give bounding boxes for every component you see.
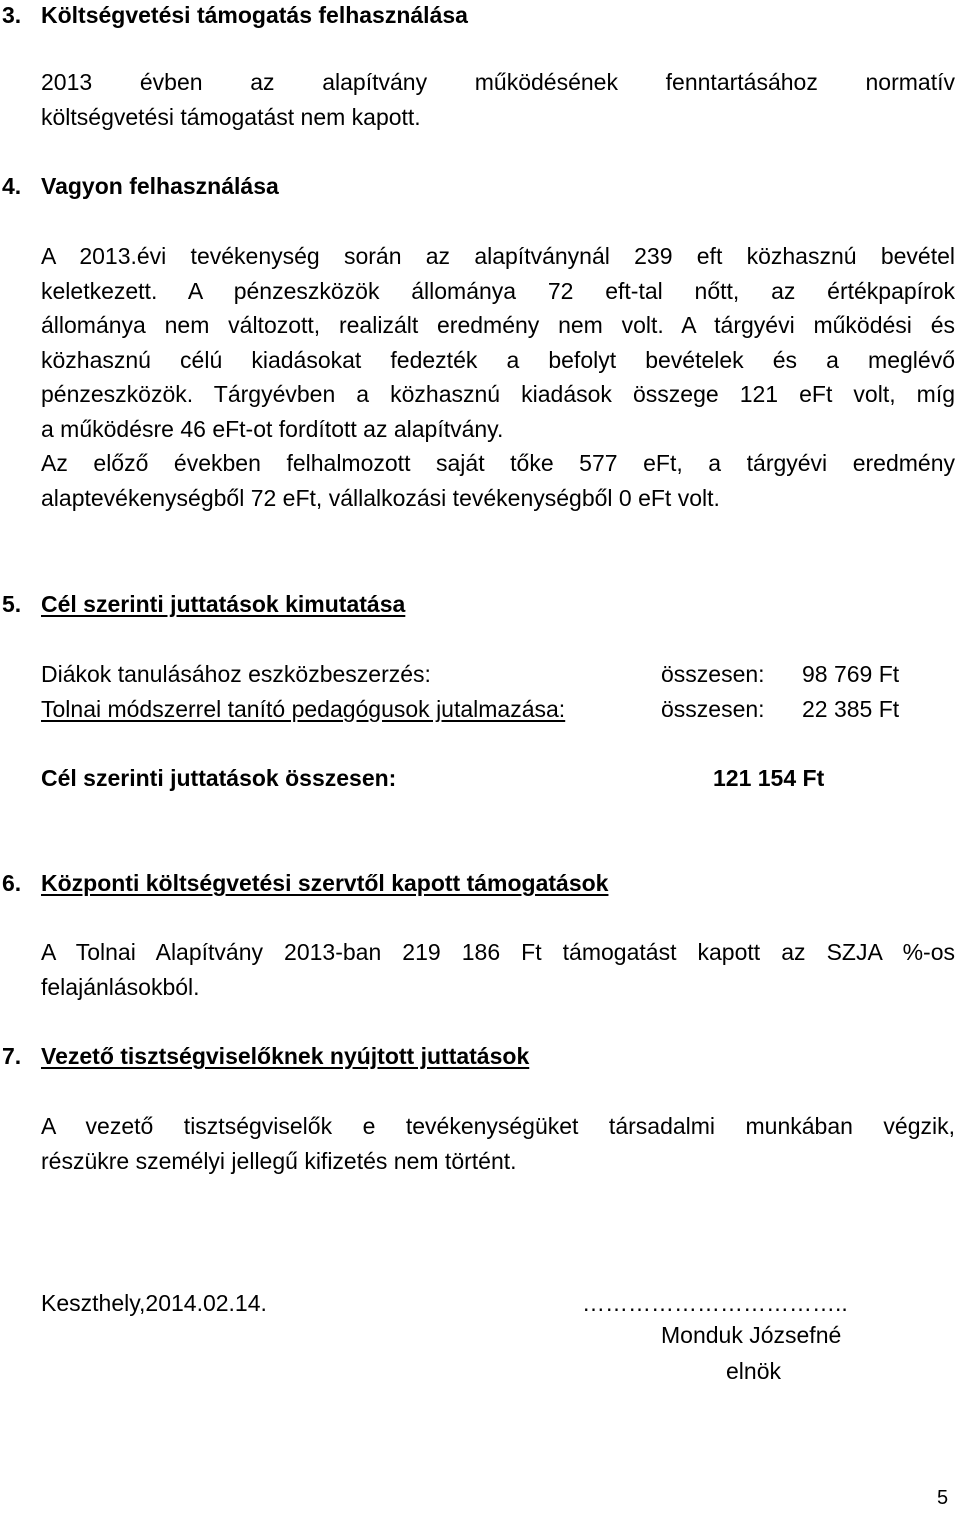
section-title: Vezető tisztségviselőknek nyújtott juttatások <box>41 1043 530 1069</box>
benefit-total-label: összesen: <box>661 696 765 722</box>
benefit-row <box>41 694 914 724</box>
benefit-total-label: összesen: <box>661 661 765 687</box>
page-number: 5 <box>937 1487 949 1509</box>
benefit-amount: 98 769 Ft <box>802 661 900 687</box>
benefit-row <box>41 659 914 689</box>
paragraph-line: A vezető tisztségviselők e tevékenységüket társadalmi munkában végzik, <box>41 1113 955 1139</box>
place-and-date: Keszthely,2014.02.14. <box>41 1290 267 1316</box>
benefit-label: Tolnai módszerrel tanító pedagógusok jutalmazása: <box>41 696 566 722</box>
signature-line: …………………………….. <box>582 1290 848 1316</box>
section-number: 4. <box>2 173 22 199</box>
signer-title: elnök <box>726 1358 781 1384</box>
summary-label: Cél szerinti juttatások összesen: <box>41 765 397 791</box>
section-title: Központi költségvetési szervtől kapott támogatások <box>41 870 609 896</box>
section-6-paragraph <box>41 935 955 1004</box>
paragraph-line: költségvetési támogatást nem kapott. <box>41 103 421 130</box>
paragraph-line: közhasznú célú kiadásokat fedezték a befolyt bevételek és a meglévő <box>41 346 955 373</box>
summary-amount: 121 154 Ft <box>713 765 825 791</box>
section-number: 3. <box>2 2 22 28</box>
paragraph-line: alaptevékenységből 72 eFt, vállalkozási tevékenységből 0 eFt volt. <box>41 484 720 511</box>
section-title: Költségvetési támogatás felhasználása <box>41 2 468 28</box>
paragraph-line: részükre személyi jellegű kifizetés nem történt. <box>41 1147 517 1174</box>
signer-name: Monduk Józsefné <box>661 1322 842 1348</box>
paragraph-line: A Tolnai Alapítvány 2013-ban 219 186 Ft támogatást kapott az SZJA %-os <box>41 939 955 965</box>
paragraph-line: keletkezett. A pénzeszközök állománya 72 eft-tal nőtt, az értékpapírok <box>41 277 955 304</box>
benefit-amount: 22 385 Ft <box>802 696 900 722</box>
benefit-label: Diákok tanulásához eszközbeszerzés: <box>41 661 431 687</box>
section-3-paragraph <box>41 65 955 134</box>
section-number: 5. <box>2 591 22 617</box>
section-4-paragraph <box>41 239 955 515</box>
paragraph-line: állománya nem változott, realizált eredmény nem volt. A tárgyévi működési és <box>41 312 955 338</box>
paragraph-line: pénzeszközök. Tárgyévben a közhasznú kiadások összege 121 eFt volt, míg <box>41 381 955 407</box>
paragraph-line: A 2013.évi tevékenység során az alapítványnál 239 eft közhasznú bevétel <box>41 243 955 269</box>
benefit-summary-row <box>41 763 841 793</box>
section-7-paragraph <box>41 1109 955 1178</box>
paragraph-line: felajánlásokból. <box>41 973 200 1000</box>
section-title: Cél szerinti juttatások kimutatása <box>41 591 406 617</box>
paragraph-line: a működésre 46 eFt-ot fordított az alapítvány. <box>41 415 504 442</box>
section-number: 7. <box>2 1043 22 1069</box>
section-title: Vagyon felhasználása <box>41 173 279 199</box>
section-number: 6. <box>2 870 22 896</box>
paragraph-line: Az előző években felhalmozott saját tőke 577 eFt, a tárgyévi eredmény <box>41 450 955 476</box>
paragraph-line: 2013 évben az alapítvány működésének fenntartásához normatív <box>41 69 955 95</box>
